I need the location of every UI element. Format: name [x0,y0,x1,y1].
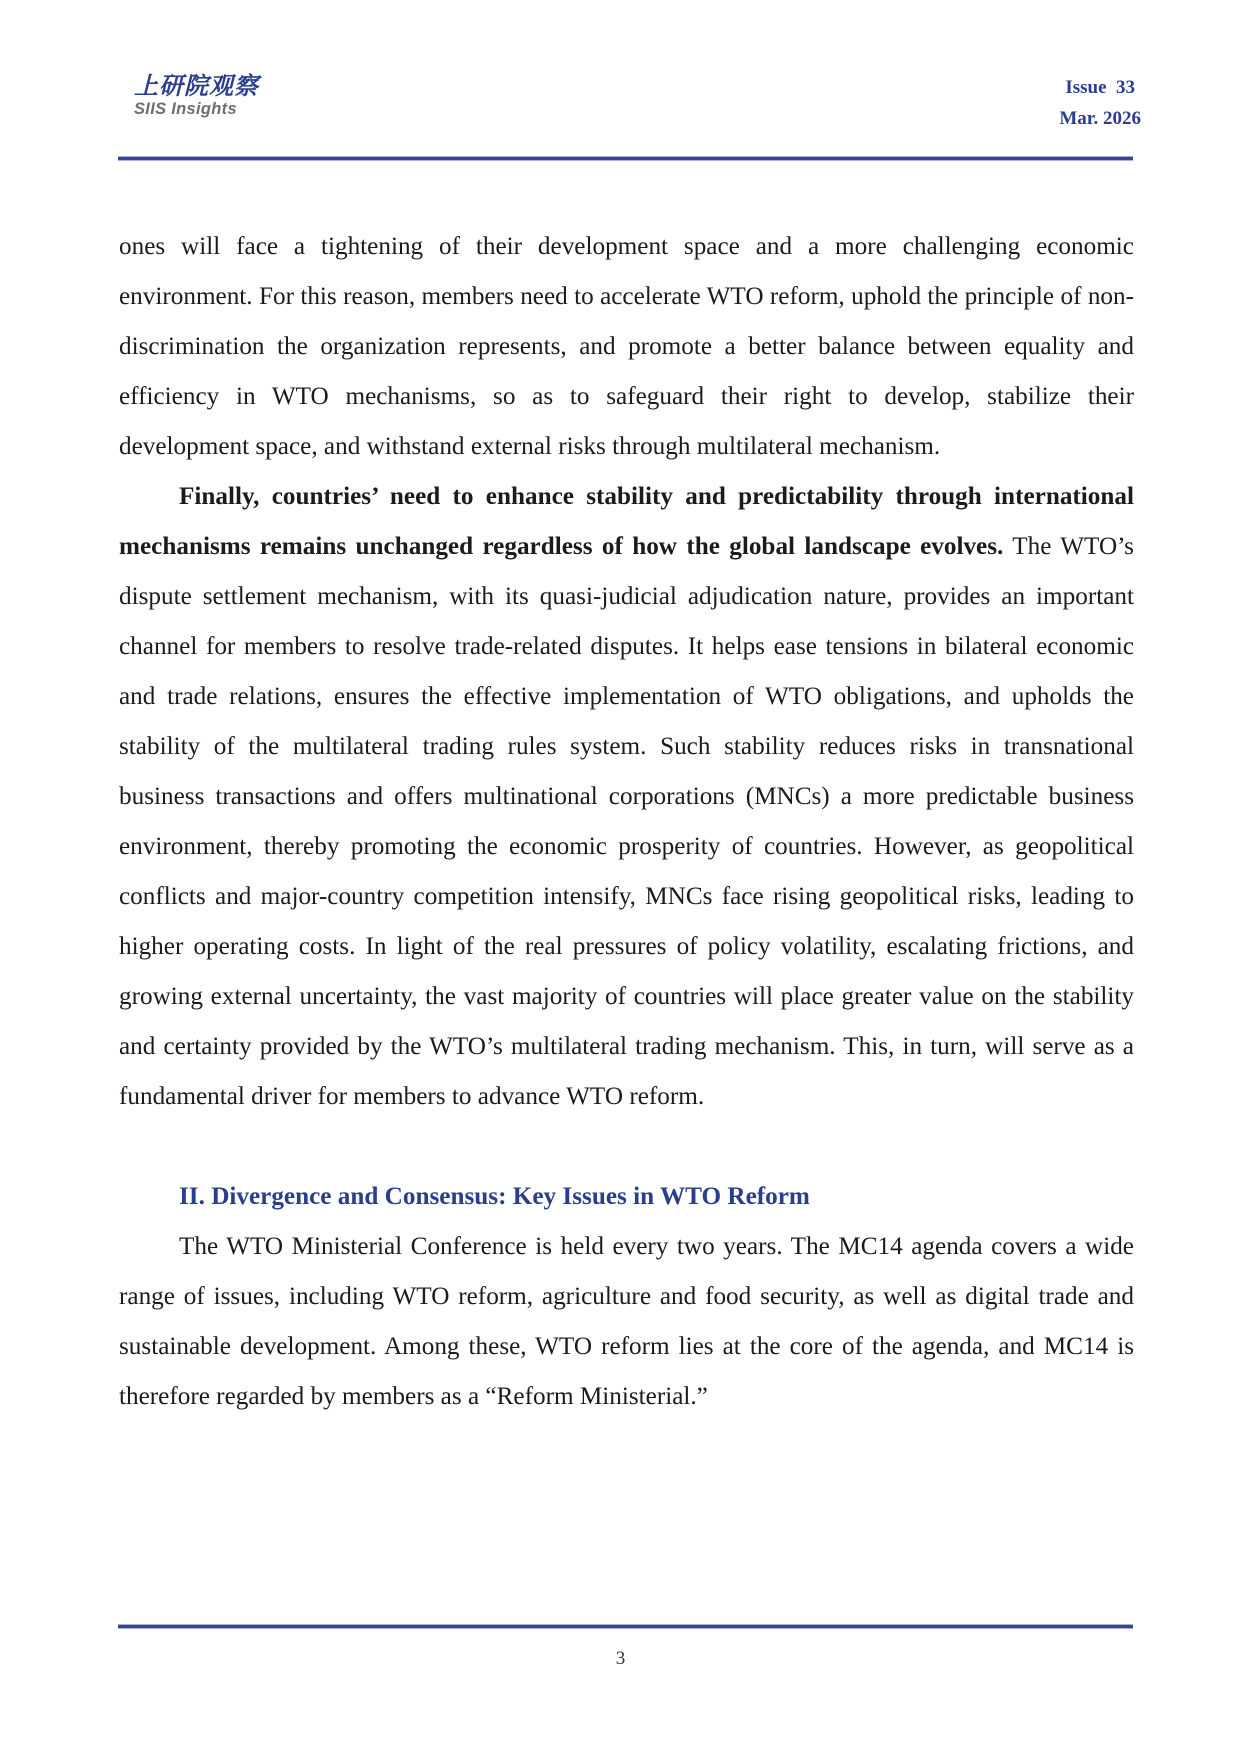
bold-lead-sentence: Finally, countries’ need to enhance stability and predictability through international mechanisms remains unchanged regardless of how the global landscape evolves. [119,483,1134,560]
paragraph: ones will face a tightening of their development space and a more challenging economic environment. For this reason, members need to accelerate WTO reform, uphold the principle of non-discrimination the organization represents, and promote a better balance between equality and efficiency in WTO mechanisms, so as to safeguard their right to develop, stabilize their development space, and withstand external risks through multilateral mechanism. [119,233,1134,460]
paragraph: The WTO Ministerial Conference is held every two years. The MC14 agenda covers a wide range of issues, including WTO reform, agriculture and food security, as well as digital trade and sustainable development. Among these, WTO reform lies at the core of the agenda, and MC14 is therefore regarded by members as a “Reform Ministerial.” [119,1233,1134,1410]
footer-divider [118,1625,1133,1628]
publication-logo [134,72,259,118]
logo-chinese-title: 上研院观察 [134,71,259,100]
paragraph [119,472,1134,1122]
page-number: 3 [615,1648,626,1669]
issue-number: Issue 33 [1065,77,1136,98]
section-heading: II. Divergence and Consensus: Key Issues in WTO Reform [179,1183,810,1210]
issue-date: Mar. 2026 [1059,108,1141,129]
paragraph-text: The WTO’s dispute settlement mechanism, with its quasi-judicial adjudication nature, provides an important channel for members to resolve trade-related disputes. It helps ease tensions in bilateral economic and trade relations, ensures the effective implementation of WTO obligations, and upholds the stability of the multilateral trading rules system. Such stability reduces risks in transnational business transactions and offers multinational corporations (MNCs) a more predictable business environment, thereby promoting the economic prosperity of countries. However, as geopolitical conflicts and major-country competition intensify, MNCs face rising geopolitical risks, leading to higher operating costs. In light of the real pressures of policy volatility, escalating frictions, and growing external uncertainty, the vast majority of countries will place greater value on the stability and certainty provided by the WTO’s multilateral trading mechanism. This, in turn, will serve as a fundamental driver for members to advance WTO reform. [119,533,1134,1110]
header-divider [118,157,1133,160]
issue-info [1059,72,1141,134]
article-body [119,222,1134,1422]
logo-english-title: SIIS Insights [134,100,237,118]
